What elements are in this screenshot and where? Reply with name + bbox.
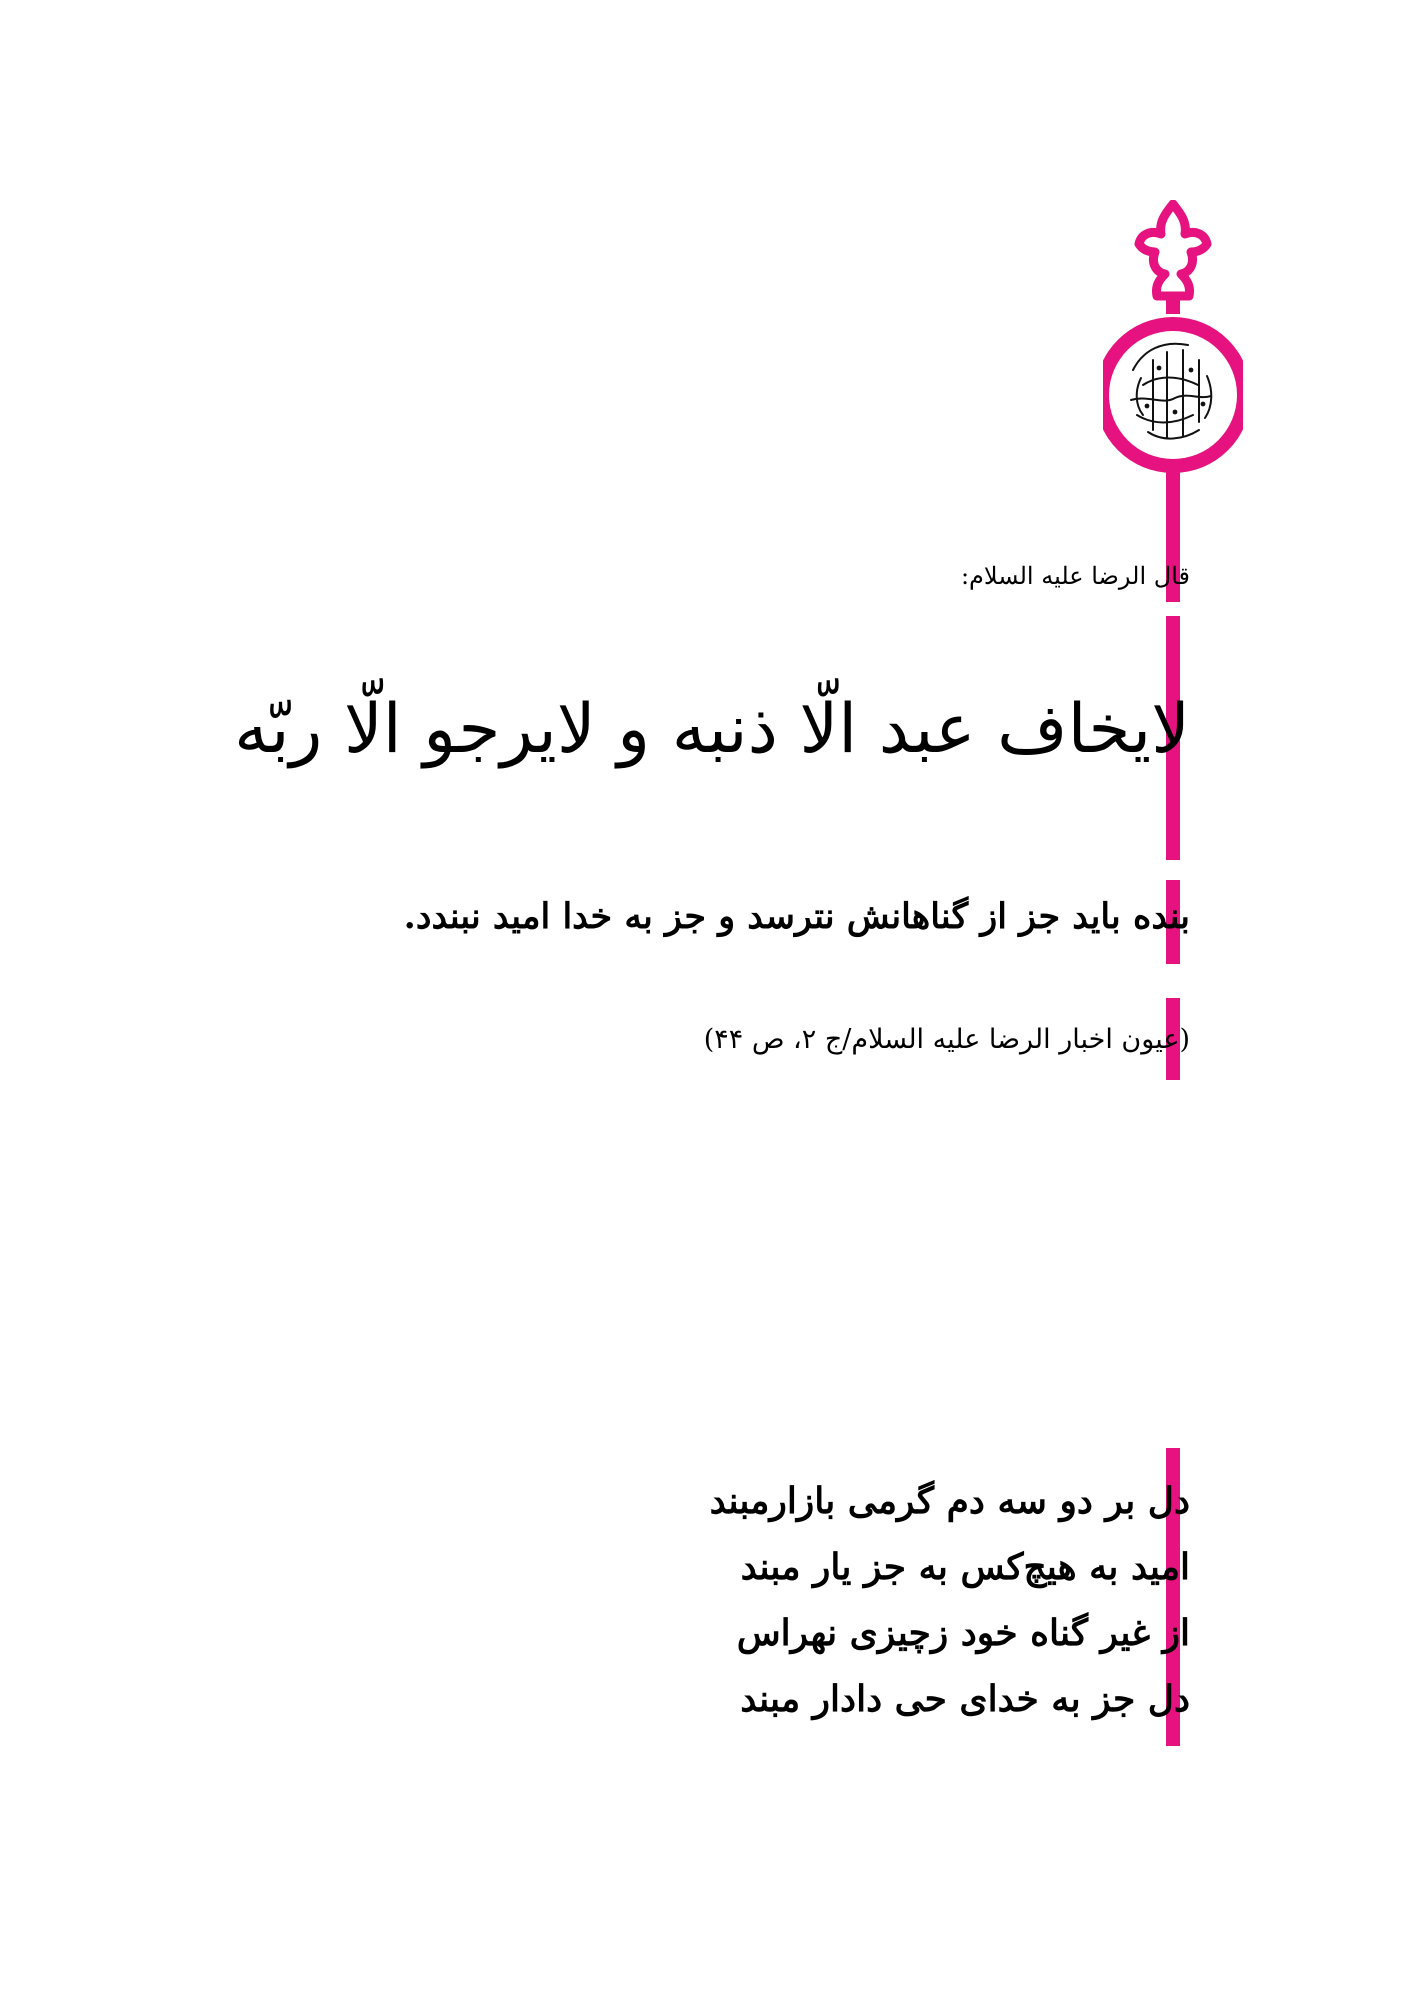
- poem-line: دل بر دو سه دم گرمی بازارمبند: [709, 1480, 1190, 1522]
- poem-line: از غیر گناه خود زچیزی نهراس: [736, 1612, 1190, 1654]
- poem-line: امید به هیچ‌کس به جز یار مبند: [740, 1546, 1190, 1588]
- hadith-translation: بنده باید جز از گناهانش نترسد و جز به خدا امید نبندد.: [403, 896, 1190, 937]
- hadith-arabic-text: لایخاف عبد الّا ذنبه و لایرجو الّا ربّه: [234, 690, 1190, 769]
- hadith-source: (عیون اخبار الرضا علیه السلام/ج ۲، ص ۴۴): [703, 1024, 1190, 1055]
- poem-line: دل جز به خدای حی دادار مبند: [740, 1678, 1190, 1720]
- hadith-attribution: قال الرضا علیه السلام:: [960, 562, 1190, 590]
- calligraphy-medallion-icon: [1103, 200, 1243, 600]
